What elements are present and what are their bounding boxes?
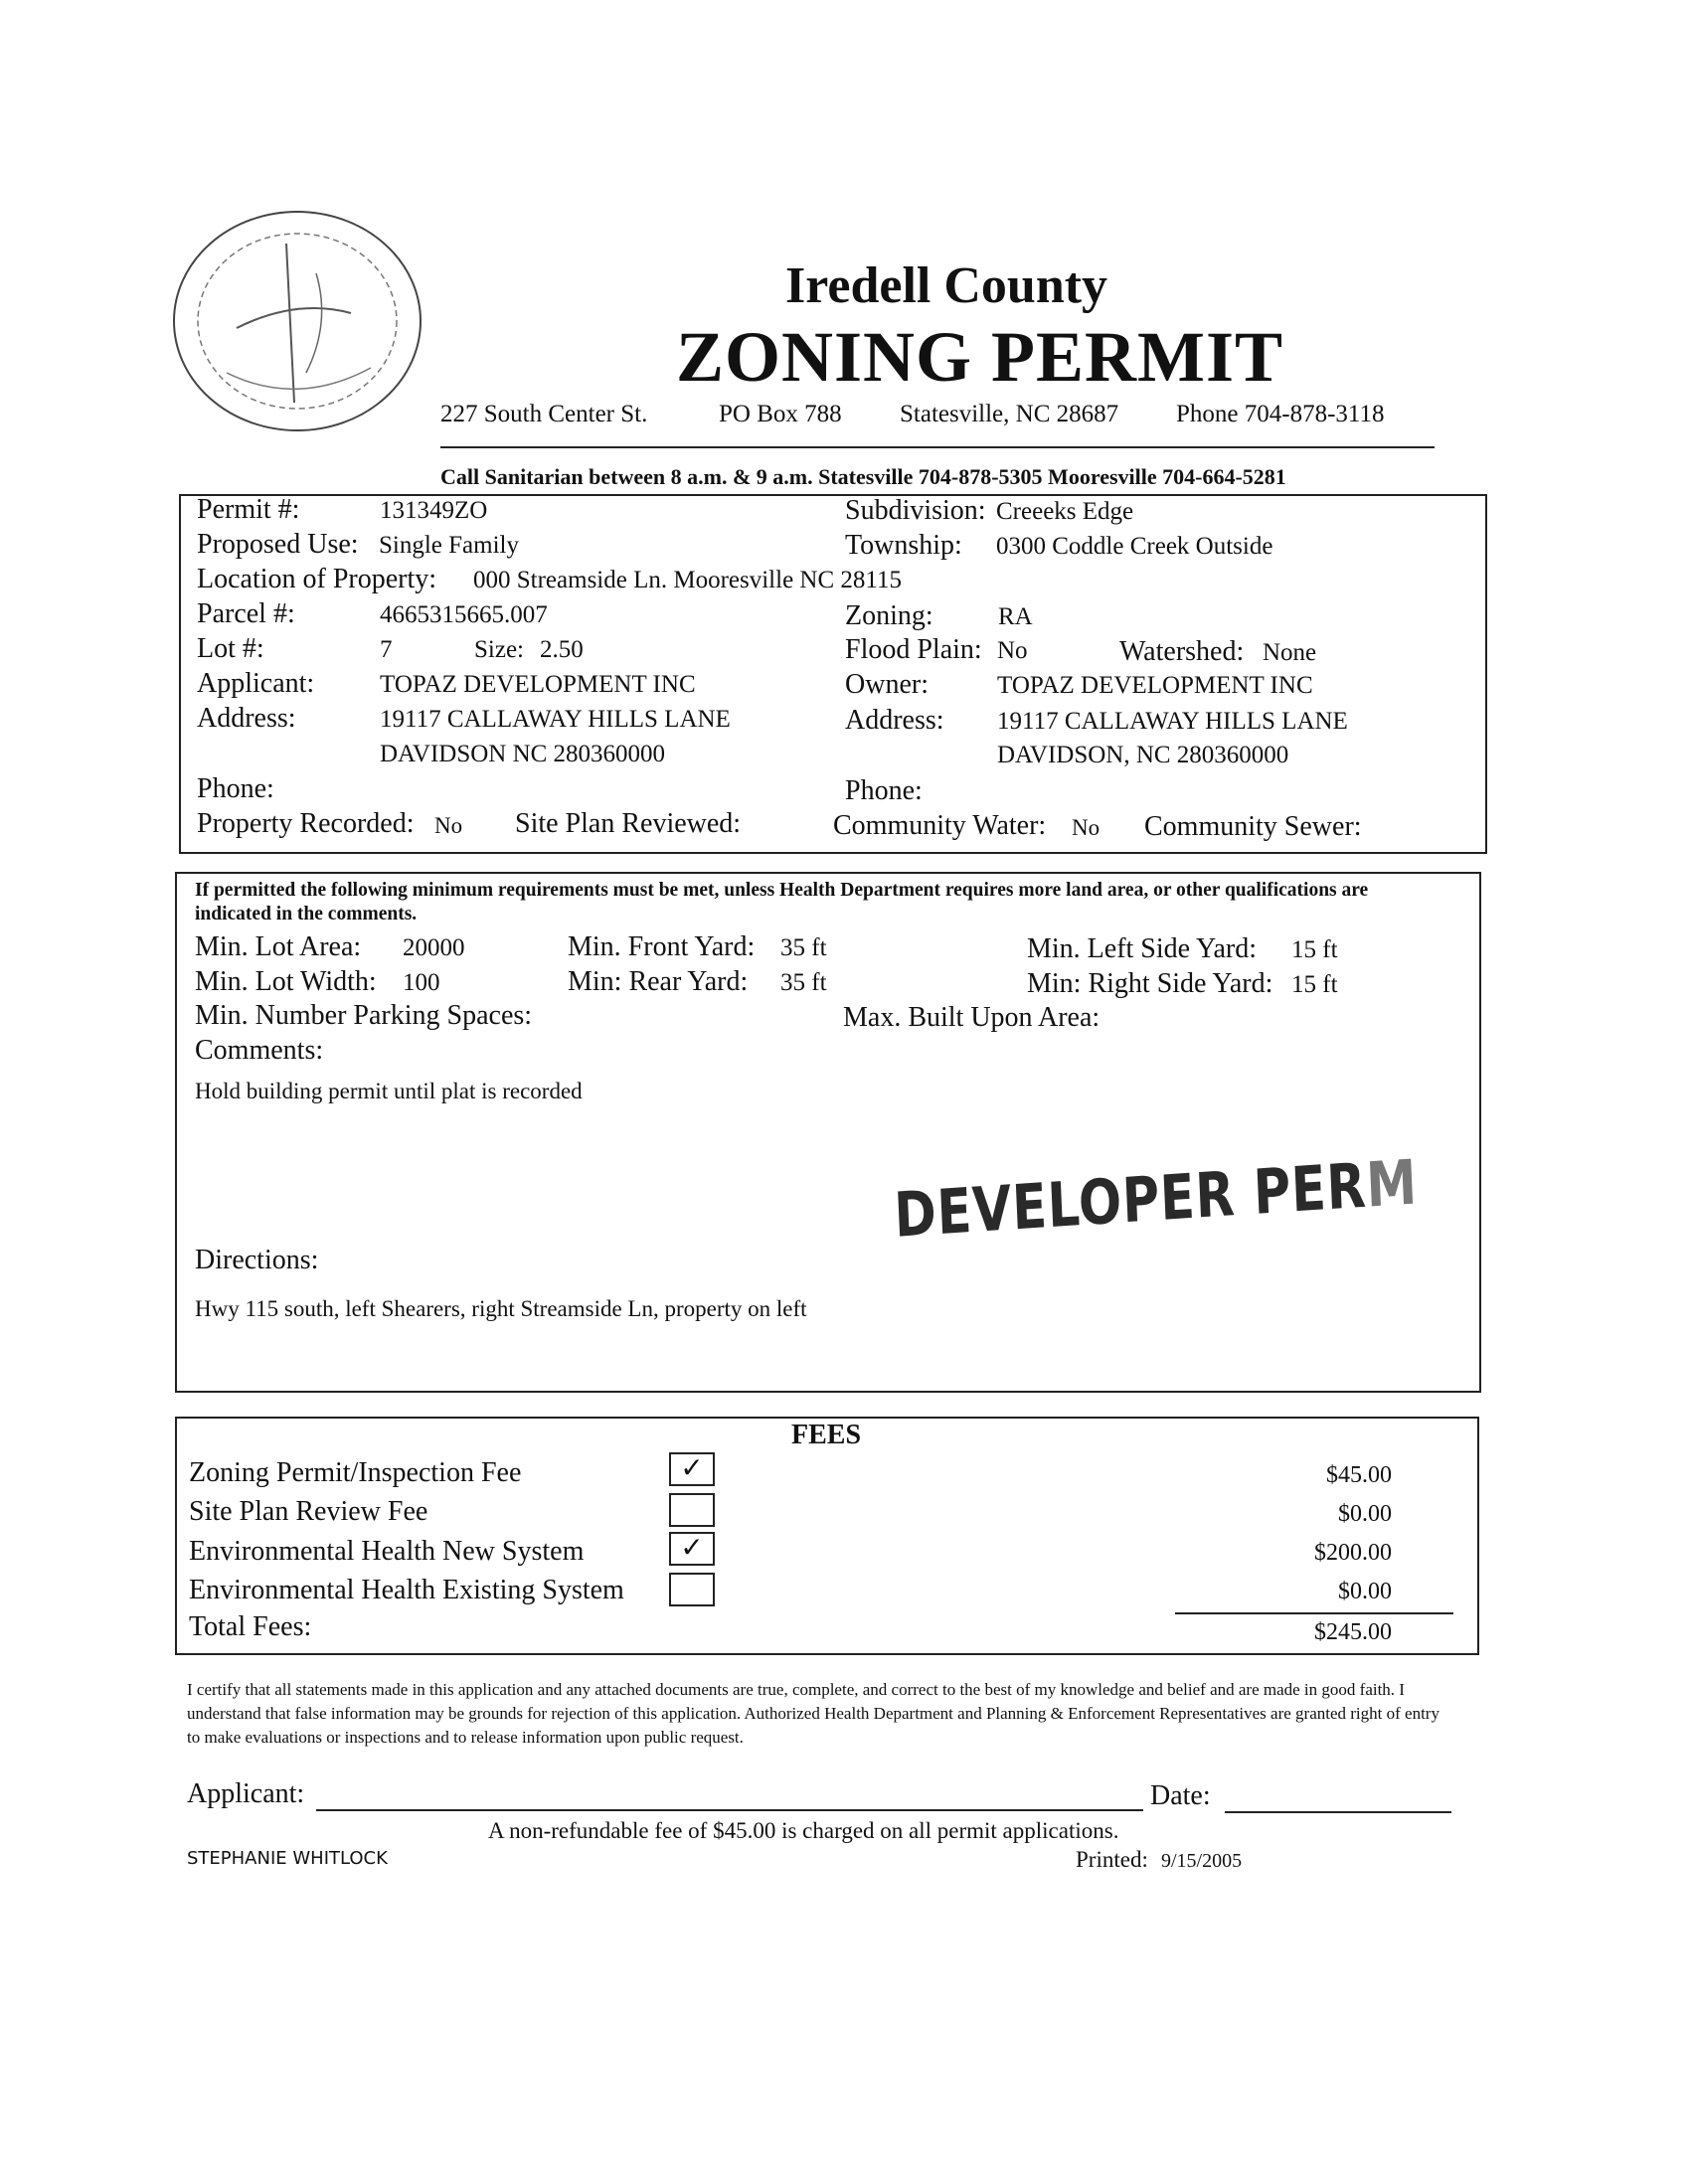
comments-value: Hold building permit until plat is recorded	[195, 1079, 583, 1103]
applicant-label: Applicant:	[197, 668, 315, 699]
directions-label: Directions:	[195, 1245, 319, 1275]
owner-phone-label: Phone:	[845, 775, 923, 806]
total-fees-amount: $245.00	[1314, 1619, 1392, 1645]
min-lot-width-label: Min. Lot Width:	[195, 966, 377, 997]
stamp-text-faint: M	[1364, 1145, 1420, 1222]
owner-address-line1: 19117 CALLAWAY HILLS LANE	[997, 708, 1348, 735]
min-right-side-yard-value: 15 ft	[1291, 971, 1338, 998]
permit-number-label: Permit #:	[197, 494, 300, 525]
min-rear-yard-label: Min: Rear Yard:	[568, 966, 749, 997]
lot-value: 7	[380, 636, 393, 663]
community-water-value: No	[1072, 815, 1101, 840]
lot-label: Lot #:	[197, 633, 264, 664]
sanitarian-note: Call Sanitarian between 8 a.m. & 9 a.m. Statesville 704-878-5305 Mooresville 704-664-5281	[440, 464, 1286, 489]
fee-amount-zoning: $45.00	[1326, 1462, 1392, 1488]
min-lot-width-value: 100	[403, 969, 440, 996]
applicant-signature-line[interactable]	[316, 1809, 1143, 1811]
proposed-use-value: Single Family	[379, 532, 519, 559]
fee-amount-env-existing: $0.00	[1338, 1579, 1392, 1604]
zoning-label: Zoning:	[845, 600, 933, 631]
fee-label-zoning: Zoning Permit/Inspection Fee	[189, 1457, 522, 1488]
subdivision-value: Creeeks Edge	[996, 498, 1134, 525]
fees-title: FEES	[791, 1420, 862, 1450]
county-seal-icon	[167, 204, 427, 438]
applicant-value: TOPAZ DEVELOPMENT INC	[380, 671, 696, 698]
subdivision-label: Subdivision:	[845, 495, 986, 526]
max-built-upon-area-label: Max. Built Upon Area:	[843, 1002, 1101, 1033]
site-plan-reviewed-label: Site Plan Reviewed:	[515, 808, 742, 839]
watershed-value: None	[1263, 639, 1317, 666]
fee-checkbox-zoning[interactable]: ✓	[669, 1452, 715, 1486]
min-lot-area-value: 20000	[403, 934, 465, 961]
watershed-label: Watershed:	[1119, 636, 1245, 667]
min-front-yard-label: Min. Front Yard:	[568, 931, 756, 962]
office-street: 227 South Center St.	[440, 401, 648, 427]
office-phone: Phone 704-878-3118	[1176, 401, 1385, 427]
zoning-value: RA	[998, 603, 1033, 630]
min-right-side-yard-label: Min: Right Side Yard:	[1027, 968, 1273, 999]
issued-by: STEPHANIE WHITLOCK	[187, 1848, 388, 1869]
min-front-yard-value: 35 ft	[780, 934, 827, 961]
requirements-intro: If permitted the following minimum requirements must be met, unless Health Department requires more land area, or other qualifications are indicated in the comments.	[195, 880, 1369, 924]
community-sewer-label: Community Sewer:	[1144, 811, 1362, 842]
fee-amount-site-plan: $0.00	[1338, 1501, 1392, 1527]
fee-checkbox-env-existing[interactable]	[669, 1573, 715, 1606]
owner-address-label: Address:	[845, 705, 944, 736]
owner-label: Owner:	[845, 669, 929, 700]
applicant-signature-label: Applicant:	[187, 1778, 305, 1809]
total-divider	[1175, 1612, 1453, 1614]
min-rear-yard-value: 35 ft	[780, 969, 827, 996]
total-fees-label: Total Fees:	[189, 1611, 312, 1642]
fee-checkbox-site-plan[interactable]	[669, 1493, 715, 1527]
fee-label-site-plan: Site Plan Review Fee	[189, 1496, 428, 1527]
proposed-use-label: Proposed Use:	[197, 529, 359, 560]
nonrefundable-note: A non-refundable fee of $45.00 is charged on all permit applications.	[488, 1818, 1119, 1843]
fee-checkbox-env-new[interactable]: ✓	[669, 1532, 715, 1566]
size-value: 2.50	[540, 636, 584, 663]
community-water-label: Community Water:	[833, 810, 1047, 841]
fee-label-env-new: Environmental Health New System	[189, 1536, 585, 1567]
permit-number-value: 131349ZO	[380, 497, 488, 524]
property-recorded-label: Property Recorded:	[197, 808, 415, 839]
printed-label: Printed:	[1076, 1847, 1148, 1872]
fee-label-env-existing: Environmental Health Existing System	[189, 1575, 624, 1605]
office-city: Statesville, NC 28687	[900, 401, 1119, 427]
applicant-phone-label: Phone:	[197, 773, 274, 804]
date-line[interactable]	[1225, 1811, 1451, 1813]
fee-amount-env-new: $200.00	[1314, 1540, 1392, 1566]
township-value: 0300 Coddle Creek Outside	[996, 533, 1273, 560]
min-lot-area-label: Min. Lot Area:	[195, 931, 362, 962]
applicant-address-label: Address:	[197, 703, 296, 734]
county-name: Iredell County	[785, 257, 1108, 314]
location-value: 000 Streamside Ln. Mooresville NC 28115	[473, 567, 902, 593]
owner-address-line2: DAVIDSON, NC 280360000	[997, 742, 1289, 768]
directions-value: Hwy 115 south, left Shearers, right Streamside Ln, property on left	[195, 1296, 807, 1321]
location-label: Location of Property:	[197, 564, 437, 594]
date-label: Date:	[1150, 1780, 1211, 1811]
certification-text: I certify that all statements made in this application and any attached documents are true, complete, and correct to the best of my knowledge and belief and are made in good faith. I understand that false information may be grounds for rejection of this application. Authorized Health Department and Planning & Enforcement Representatives are granted right of entry to make evaluations or inspections and to release information upon public request.	[187, 1680, 1440, 1747]
comments-label: Comments:	[195, 1035, 324, 1066]
min-left-side-yard-label: Min. Left Side Yard:	[1027, 933, 1257, 964]
stamp-text: DEVELOPER PER	[893, 1148, 1368, 1252]
printed-date: 9/15/2005	[1161, 1850, 1243, 1872]
office-pobox: PO Box 788	[719, 401, 842, 427]
min-parking-spaces-label: Min. Number Parking Spaces:	[195, 1000, 533, 1031]
header-divider	[440, 446, 1435, 448]
min-left-side-yard-value: 15 ft	[1291, 936, 1338, 963]
property-recorded-value: No	[434, 813, 463, 838]
flood-plain-label: Flood Plain:	[845, 634, 982, 665]
size-label: Size:	[474, 636, 524, 663]
owner-value: TOPAZ DEVELOPMENT INC	[997, 672, 1313, 699]
applicant-address-line1: 19117 CALLAWAY HILLS LANE	[380, 706, 731, 733]
document-title: ZONING PERMIT	[676, 317, 1284, 397]
township-label: Township:	[845, 530, 962, 561]
applicant-address-line2: DAVIDSON NC 280360000	[380, 741, 666, 767]
parcel-value: 4665315665.007	[380, 601, 548, 628]
flood-plain-value: No	[997, 637, 1028, 664]
parcel-label: Parcel #:	[197, 598, 295, 629]
